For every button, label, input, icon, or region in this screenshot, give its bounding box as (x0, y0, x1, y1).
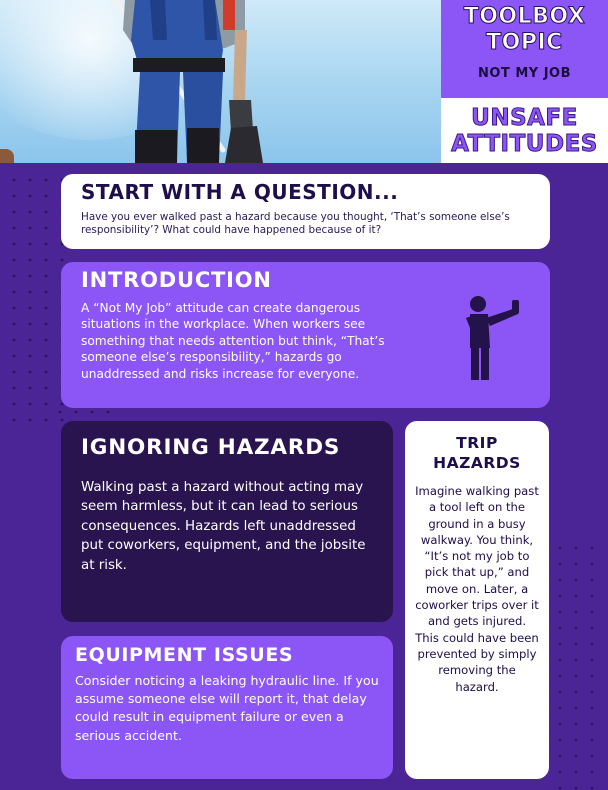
introduction-text: A “Not My Job” attitude can create dangerous situations in the workplace. When workers see something that needs attention but think, “That’s someone else’s responsibility,” hazards go unaddressed and risks increase for everyone. (81, 301, 385, 381)
topic-title: TOOLBOX TOPIC (463, 4, 586, 55)
ignoring-hazards-title: IGNORING HAZARDS (81, 435, 341, 460)
ignoring-hazards-text: Walking past a hazard without acting may seem harmless, but it can lead to serious consequences. Hazards left unaddressed put coworkers, equipment, and the jobsite at risk. (81, 480, 366, 573)
roof-edge (0, 149, 14, 163)
attitudes-title: UNSAFE ATTITUDES (451, 104, 598, 157)
trip-hazards-text: Imagine walking past a tool left on the ground in a busy walkway. You think, “It’s not my job to pick that up,” and move on. Later, a coworker trips over it and gets injured. This could have been prevented by simply removing the hazard. (415, 484, 539, 694)
equipment-issues-text: Consider noticing a leaking hydraulic line. If you assume someone else will report it, that delay could result in equipment failure or even a serious accident. (75, 673, 379, 743)
worker-illustration (95, 0, 265, 163)
question-text: Have you ever walked past a hazard because you thought, ‘That’s someone else’s responsibility’? What could have happened because of it? (81, 211, 510, 236)
toolbox-topic-panel (441, 0, 608, 98)
trip-hazards-title: TRIP HAZARDS (433, 434, 521, 472)
person-dismissing-icon (458, 292, 522, 382)
equipment-issues-title: EQUIPMENT ISSUES (75, 644, 294, 666)
dots-right (552, 540, 606, 790)
dots-left (6, 172, 64, 422)
topic-subtitle: NOT MY JOB (478, 66, 571, 81)
question-card (61, 174, 550, 249)
introduction-card (61, 262, 550, 408)
introduction-title: INTRODUCTION (81, 268, 272, 292)
trip-hazards-card (405, 421, 549, 779)
unsafe-attitudes-panel (441, 98, 608, 163)
header-photo (0, 0, 441, 163)
question-title: START WITH A QUESTION... (81, 180, 399, 204)
ignoring-hazards-card (61, 421, 393, 622)
equipment-issues-card (61, 636, 393, 779)
